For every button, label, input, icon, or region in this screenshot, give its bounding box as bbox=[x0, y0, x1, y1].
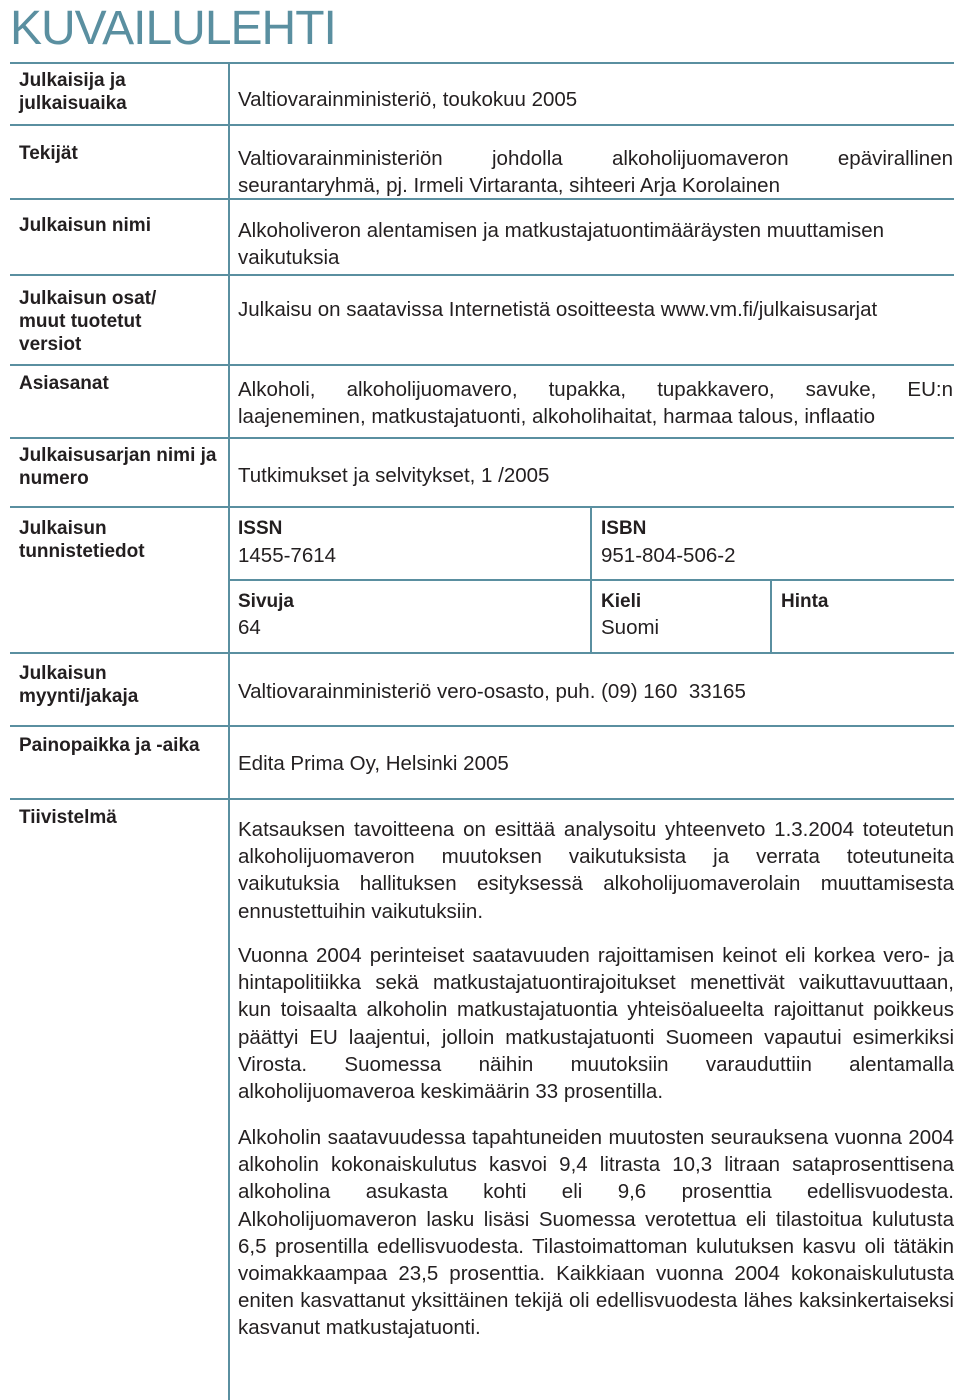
label-identifiers: Julkaisun tunnistetiedot bbox=[19, 518, 145, 562]
label-printing: Painopaikka ja -aika bbox=[19, 735, 200, 756]
column-divider bbox=[228, 62, 230, 1400]
abstract-paragraph: Alkoholin saatavuudessa tapahtuneiden muutosten seurauksena vuonna 2004 alkoholin kokonaiskulutus kasvoi 9,4 litrasta 10,3 litraan sataprosenttisena alkoholina asukasta kohti eli 9,6 prosenttia edellisvuodesta. Alkoholijuomaveron lasku lisäsi Suomessa verotettua eli tilastoitua kulutusta 6,5 prosentilla edellisvuodesta. Tilastoimattoman kulutuksen kasvu oli tätäkin voimakkaampaa 23,5 prosenttia. Kaikkiaan vuonna 2004 kokonaiskulutusta eniten kasvattanut yksittäinen tekijä oli edellisvuodesta lähes kaksinkertaiseksi kasvanut matkustajatuonti. bbox=[238, 1126, 954, 1340]
label-publisher: Julkaisija ja julkaisuaika bbox=[19, 70, 127, 114]
label-authors: Tekijät bbox=[19, 143, 78, 164]
abstract-paragraph: Vuonna 2004 perinteiset saatavuuden rajoittamisen keinot eli korkea vero- ja hintapolitiikka sekä matkustajatuontirajoitukset menettivät vaikuttavuuttaan, kun toisaalta alkoholin matkustajatuontia yhteisöalueelta rajoittanut poikkeus päättyi EU laajentui, jolloin matkustajatuonti Suomeen vapautui esimerkiksi Virosta. Suomessa näihin muutoksiin varauduttiin alentamalla alkoholijuomaveroa keskimäärin 33 prosentilla. bbox=[238, 944, 954, 1104]
pages-value: 64 bbox=[238, 616, 261, 639]
value-keywords: Alkoholi, alkoholijuomavero, tupakka, tupakkavero, savuke, EU:n laajeneminen, matkustajatuonti, alkoholihaitat, harmaa talous, inflaatio bbox=[238, 378, 953, 428]
value-distribution: Valtiovarainministeriö vero-osasto, puh. (09) 160 33165 bbox=[238, 680, 746, 703]
pages-label: Sivuja bbox=[238, 591, 294, 612]
language-value: Suomi bbox=[601, 616, 660, 639]
row-divider bbox=[10, 798, 954, 800]
row-divider bbox=[10, 274, 954, 276]
label-distribution: Julkaisun myynti/jakaja bbox=[19, 663, 139, 707]
label-publication-name: Julkaisun nimi bbox=[19, 215, 151, 236]
row-divider bbox=[10, 124, 954, 126]
value-publication-name: Alkoholiveron alentamisen ja matkustajatuontimääräysten muuttamisen vaikutuksia bbox=[238, 219, 885, 269]
isbn-value: 951-804-506-2 bbox=[601, 544, 736, 567]
value-parts: Julkaisu on saatavissa Internetistä osoitteesta www.vm.fi/julkaisusarjat bbox=[238, 298, 878, 321]
cell-divider bbox=[590, 506, 592, 652]
row-divider bbox=[10, 506, 954, 508]
price-label: Hinta bbox=[781, 591, 829, 612]
label-abstract: Tiivistelmä bbox=[19, 807, 117, 828]
issn-value: 1455-7614 bbox=[238, 544, 337, 567]
row-divider bbox=[10, 652, 954, 654]
value-publisher: Valtiovarainministeriö, toukokuu 2005 bbox=[238, 88, 578, 111]
language-label: Kieli bbox=[601, 591, 642, 612]
page-title: KUVAILULEHTI bbox=[10, 2, 336, 55]
cell-divider bbox=[770, 579, 772, 652]
value-series: Tutkimukset ja selvitykset, 1 /2005 bbox=[238, 464, 550, 487]
label-series: Julkaisusarjan nimi ja numero bbox=[19, 445, 217, 489]
row-divider bbox=[10, 437, 954, 439]
row-divider bbox=[10, 62, 954, 64]
label-keywords: Asiasanat bbox=[19, 373, 109, 394]
value-printing: Edita Prima Oy, Helsinki 2005 bbox=[238, 752, 509, 775]
label-parts: Julkaisun osat/ muut tuotetut versiot bbox=[19, 288, 157, 355]
issn-label: ISSN bbox=[238, 518, 283, 539]
value-authors: Valtiovarainministeriön johdolla alkoholijuomaveron epävirallinen seurantaryhmä, pj. Irmeli Virtaranta, sihteeri Arja Korolainen bbox=[238, 147, 953, 197]
isbn-label: ISBN bbox=[601, 518, 647, 539]
row-divider bbox=[10, 725, 954, 727]
row-divider bbox=[10, 364, 954, 366]
abstract-paragraph: Katsauksen tavoitteena on esittää analysoitu yhteenveto 1.3.2004 toteutetun alkoholijuomaveron muutoksen vaikutuksista ja verrata toteutuneita vaikutuksia hallituksen esityksessä alkoholijuomaverolain muuttamisesta ennustettuihin vaikutuksiin. bbox=[238, 818, 954, 923]
